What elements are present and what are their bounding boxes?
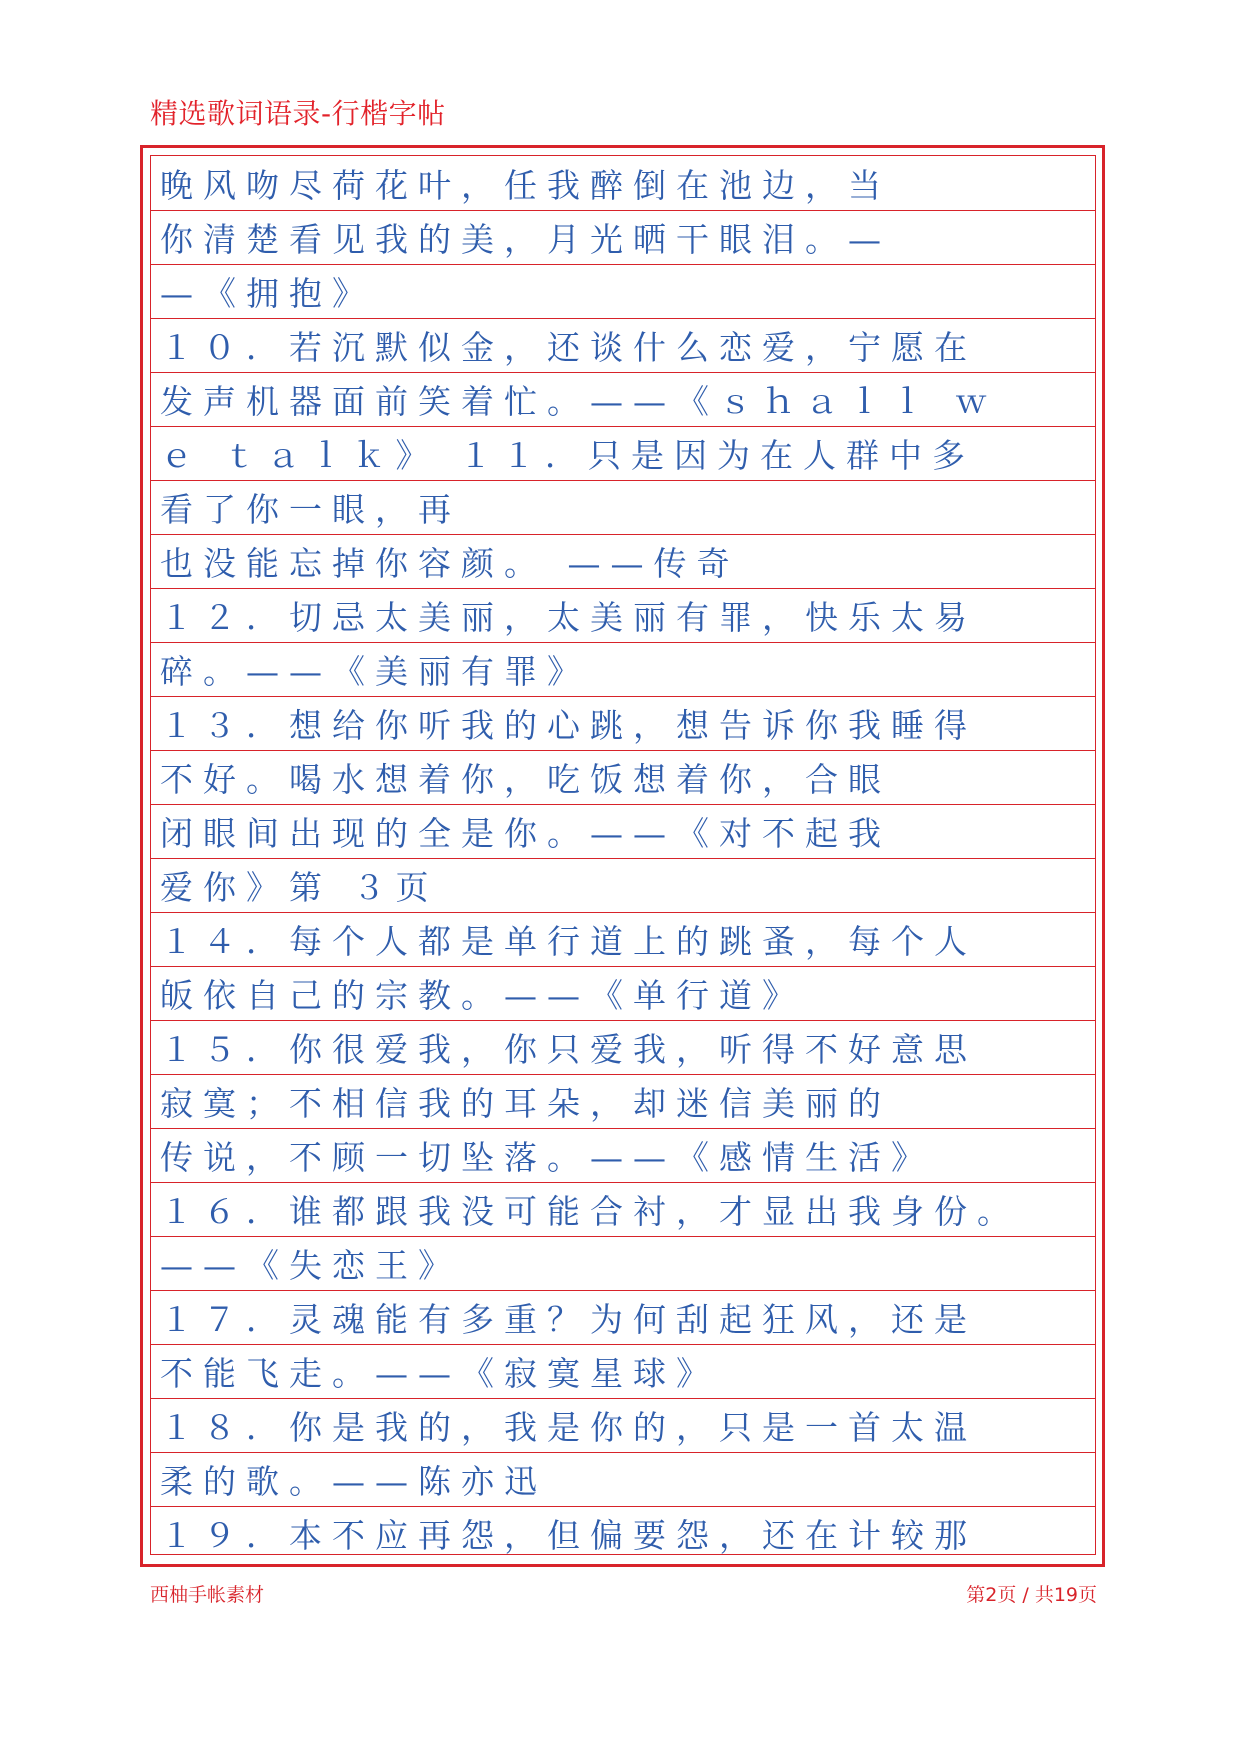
- line-text: ——《失恋王》: [160, 1246, 461, 1285]
- line-text: 你清楚看见我的美，月光晒干眼泪。—: [160, 220, 891, 259]
- writing-line: [150, 1453, 1096, 1507]
- page-title: 精选歌词语录-行楷字帖: [150, 97, 446, 130]
- writing-line: [150, 211, 1096, 265]
- writing-line: [150, 967, 1096, 1021]
- line-text: １３．想给你听我的心跳，想告诉你我睡得: [160, 706, 977, 745]
- line-text: —《拥抱》: [160, 274, 375, 313]
- writing-line: [150, 1075, 1096, 1129]
- writing-line: [150, 373, 1096, 427]
- writing-line: [150, 805, 1096, 859]
- line-text: 爱你》第 ３页: [160, 868, 439, 907]
- writing-line: [150, 427, 1096, 481]
- writing-line: [150, 589, 1096, 643]
- writing-line: [150, 1345, 1096, 1399]
- writing-line: [150, 1021, 1096, 1075]
- line-text: 寂寞；不相信我的耳朵，却迷信美丽的: [160, 1084, 891, 1123]
- writing-line: [150, 1129, 1096, 1183]
- footer-source: 西柚手帐素材: [150, 1584, 265, 1606]
- writing-line: [150, 859, 1096, 913]
- line-text: １６．谁都跟我没可能合衬，才显出我身份。: [160, 1192, 1020, 1231]
- writing-line: [150, 751, 1096, 805]
- line-text: 发声机器面前笑着忙。——《ｓｈａｌｌ ｗ: [160, 382, 998, 421]
- copybook-rows: [150, 157, 1096, 1561]
- writing-line: [150, 1291, 1096, 1345]
- line-text: 碎。——《美丽有罪》: [160, 652, 590, 691]
- writing-line: [150, 643, 1096, 697]
- writing-line: [150, 1507, 1096, 1561]
- line-text: 皈依自己的宗教。——《单行道》: [160, 976, 805, 1015]
- line-text: １０．若沉默似金，还谈什么恋爱，宁愿在: [160, 328, 977, 367]
- line-text: ｅ ｔａｌｋ》 １１．只是因为在人群中多: [160, 436, 975, 475]
- line-text: 传说，不顾一切坠落。——《感情生活》: [160, 1138, 934, 1177]
- writing-line: [150, 319, 1096, 373]
- line-text: １５．你很爱我，你只爱我，听得不好意思: [160, 1030, 977, 1069]
- line-text: １９．本不应再怨，但偏要怨，还在计较那: [160, 1516, 977, 1555]
- writing-line: [150, 1237, 1096, 1291]
- line-text: １２．切忌太美丽，太美丽有罪，快乐太易: [160, 598, 977, 637]
- writing-line: [150, 481, 1096, 535]
- line-text: 晚风吻尽荷花叶，任我醉倒在池边，当: [160, 166, 891, 205]
- line-text: 看了你一眼，再: [160, 490, 461, 529]
- page-indicator: 第2页 / 共19页: [966, 1584, 1097, 1606]
- line-text: １７．灵魂能有多重？为何刮起狂风，还是: [160, 1300, 977, 1339]
- writing-line: [150, 913, 1096, 967]
- writing-line: [150, 265, 1096, 319]
- line-text: １４．每个人都是单行道上的跳蚤，每个人: [160, 922, 977, 961]
- line-text: 柔的歌。——陈亦迅: [160, 1462, 547, 1501]
- writing-line: [150, 157, 1096, 211]
- line-text: 不能飞走。——《寂寞星球》: [160, 1354, 719, 1393]
- writing-line: [150, 535, 1096, 589]
- line-text: 闭眼间出现的全是你。——《对不起我: [160, 814, 891, 853]
- writing-line: [150, 697, 1096, 751]
- writing-line: [150, 1183, 1096, 1237]
- line-text: 也没能忘掉你容颜。 ——传奇: [160, 544, 740, 583]
- line-text: １８．你是我的，我是你的，只是一首太温: [160, 1408, 977, 1447]
- writing-line: [150, 1399, 1096, 1453]
- line-text: 不好。喝水想着你，吃饭想着你，合眼: [160, 760, 891, 799]
